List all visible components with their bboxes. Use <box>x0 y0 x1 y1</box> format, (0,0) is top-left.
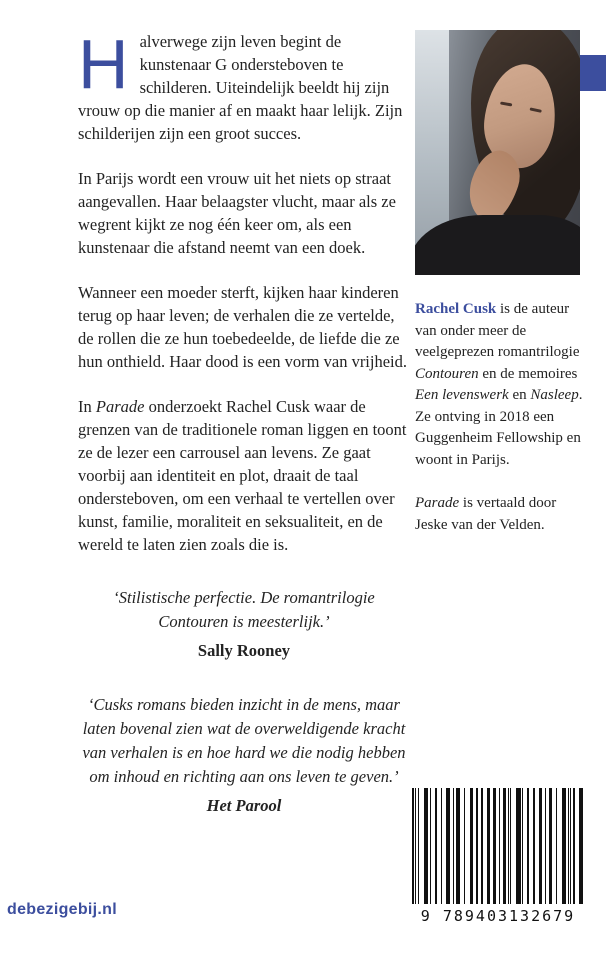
quote1-post: is meesterlijk.’ <box>228 612 330 631</box>
quote-het-parool-text: ‘Cusks romans bieden inzicht in de mens, maar laten bovenal zien wat de overweldigende kracht van verhalen is en hoe hard we die nodig hebben om inhoud en richting aan ons leven te geven.’ <box>82 695 406 786</box>
translation-book-title: Parade <box>415 495 460 511</box>
bio-book-contouren: Contouren <box>415 365 479 382</box>
barcode-bars <box>412 788 584 904</box>
quote-attribution-het-parool: Het Parool <box>206 796 282 815</box>
paragraph-4-rest: onderzoekt Rachel Cusk waar de grenzen van de traditionele roman liggen en toont ze de lezer een carrousel aan levens. Ze gaat voorbij aan identiteit en plot, draait de taal ondersteboven, om een verhaal te vertellen over kunst, familie, moraliteit en seksualiteit, en de wereld te laten zien zoals die is. <box>78 397 407 554</box>
blurb-paragraph-3: Wanneer een moeder sterft, kijken haar kinderen terug op haar leven; de verhalen die ze vertelde, de rollen die ze hun toebedeelde, de liefde die ze hun onthield. Haar dood is een vorm van vrijheid. <box>78 283 408 371</box>
barcode <box>412 788 584 925</box>
paragraph-4-pre: In <box>78 397 96 416</box>
quote1-book-title: Contouren <box>158 612 229 631</box>
author-photo <box>415 30 580 275</box>
book-title-parade: Parade <box>95 397 145 416</box>
author-eye-right <box>530 107 542 112</box>
author-name: Rachel Cusk <box>415 301 497 317</box>
blurb-paragraph-1 <box>78 25 410 145</box>
blue-corner-mark <box>580 55 606 91</box>
author-bio <box>415 299 587 471</box>
quote-attribution-sally-rooney: Sally Rooney <box>197 641 291 660</box>
barcode-number: 9 789403132679 <box>420 907 576 925</box>
publisher-logo: debezigebij.nl <box>7 901 117 918</box>
bio-part-2: en de memoires <box>478 365 578 382</box>
quote-sally-rooney-text <box>78 586 410 634</box>
quote-het-parool <box>78 693 410 818</box>
bio-book-nasleep: Nasleep <box>530 387 579 403</box>
dropcap-letter: H <box>78 25 129 103</box>
bio-part-4: . Ze ontving in 2018 een Guggenheim Fellowship en woont in Parijs. <box>415 387 583 468</box>
blurb-paragraph-1-text: alverwege zijn leven begint de kunstenaar G ondersteboven te schilderen. Uiteindelijk beeldt hij zijn vrouw op die manier af en maakt haar lelijk. Zijn schilderijen zijn een groot succes. <box>78 32 403 143</box>
blurb-column <box>78 25 410 818</box>
author-torso <box>415 215 580 275</box>
author-column <box>415 30 587 536</box>
translation-text: is vertaald door Jeske van der Velden. <box>415 495 557 533</box>
bio-book-een-levenswerk: Een levenswerk <box>415 387 509 403</box>
quote1-pre: ‘Stilistische perfectie. De romantrilogie <box>113 588 375 607</box>
blurb-paragraph-4 <box>78 395 410 556</box>
quote-sally-rooney <box>78 586 410 663</box>
blurb-paragraph-2: In Parijs wordt een vrouw uit het niets op straat aangevallen. Haar belaagster vlucht, maar als ze wegrent kijkt ze nog één keer om, als een kunstenaar die afstand neemt van een doek. <box>78 169 396 257</box>
bio-part-3: en <box>508 387 531 403</box>
author-eye-left <box>500 101 512 106</box>
translation-note <box>415 493 587 536</box>
bio-part-1: is de auteur van onder meer de veelgeprezen romantrilogie <box>415 301 580 360</box>
